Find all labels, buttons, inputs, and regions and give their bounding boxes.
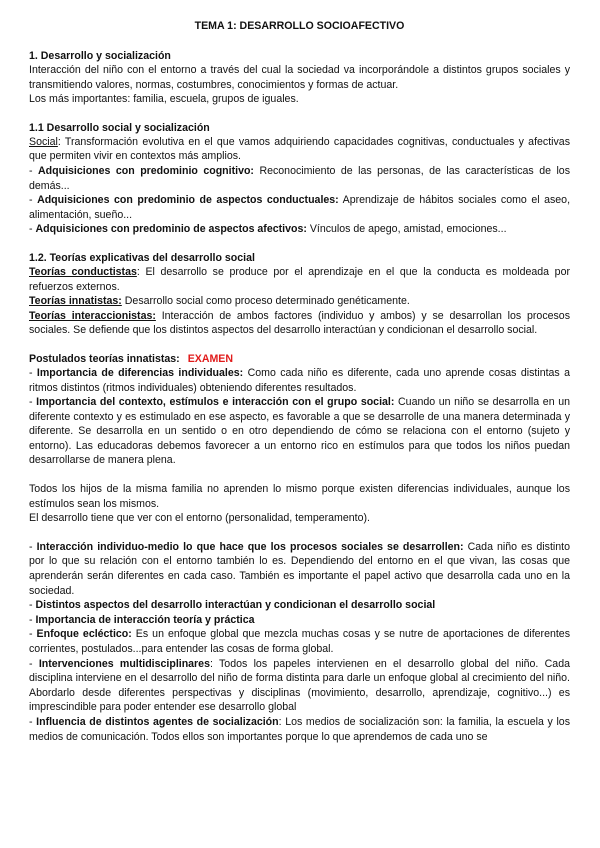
- list-item: - Intervenciones multidisciplinares: Todos los papeles intervienen en el desarrollo global del niño. Cada disciplina interviene en el desarrollo del niño de forma distinta para darle un enfoque global al crecimiento del niño. Abordarlo desde diferentes perspectivas y disciplinas (movimiento, desarrollo, aprendizaje, cognitivo...) es imprescindible para poder entender ese desarrollo global: [29, 657, 570, 714]
- list-item: - Importancia de diferencias individuales: Como cada niño es diferente, cada uno aprende cosas distintas a ritmos distintos (ritmos individuales) obteniendo diferentes resultados.: [29, 366, 570, 394]
- list-item: - Importancia de interacción teoría y práctica: [29, 613, 255, 626]
- list-item-text: Es un enfoque global que mezcla muchas cosas y se nutre de aportaciones de diferentes corrientes, postulados...para entender las cosas de forma global.: [29, 628, 570, 655]
- list-item-text: Aprendizaje de hábitos sociales como el aseo, alimentación, sueño...: [29, 194, 571, 221]
- list-item: - Adquisiciones con predominio de aspectos afectivos: Vínculos de apego, amistad, emociones...: [29, 223, 507, 236]
- list-item: - Adquisiciones con predominio cognitivo: Reconocimiento de las personas, de las características de los demás...: [29, 164, 570, 192]
- section-1-paragraph: Interacción del niño con el entorno a través del cual la sociedad va incorporándole a distintos grupos sociales y transmitiendo valores, normas, costumbres, conocimientos y formas de actuar.: [29, 64, 570, 91]
- theory-term: Teorías innatistas:: [29, 295, 122, 308]
- section-1-paragraph-2: Los más importantes: familia, escuela, grupos de iguales.: [29, 93, 299, 106]
- list-item-text: Cuando un niño se desarrolla en un diferente contexto y es estimulado en ese aspecto, es favorable a que se desarrolle de una manera determinada y diferente. Se desarrolla en un sentido o en otro dependiendo de cómo se relaciona con el entorno (sujeto y entorno). Las educadoras debemos favorecer a un entorno rico en estímulos para que todos los niños puedan desarrollarse de manera plena.: [29, 396, 570, 467]
- theory-item: [29, 309, 570, 338]
- list-item-term: Intervenciones multidisciplinares: [38, 657, 210, 670]
- list-item: - Influencia de distintos agentes de socialización: Los medios de socialización son: la familia, la escuela y los medios de comunicación. Todos ellos son importantes porque lo que aprendemos de cada uno se: [29, 715, 570, 743]
- list-item-term: Distintos aspectos del desarrollo interactúan y condicionan el desarrollo social: [35, 599, 436, 612]
- list-item-text: Como cada niño es diferente, cada uno aprende cosas distintas a ritmos distintos (ritmos individuales) obteniendo diferentes resultados.: [29, 366, 570, 394]
- spacer: [29, 338, 570, 352]
- paragraph: El desarrollo tiene que ver con el entorno (personalidad, temperamento).: [29, 512, 370, 525]
- list-item-term: Importancia de diferencias individuales:: [36, 366, 244, 379]
- list-item-text: : Todos los papeles intervienen en el desarrollo global del niño. Cada disciplina interviene en el desarrollo del niño de forma distinta para darle un enfoque global al crecimiento del niño. Abordarlo desde diferentes perspectivas y disciplinas (movimiento, desarrollo, aprendizaje, cognitivo...) es imprescindible para poder entender ese desarrollo global: [29, 657, 570, 714]
- list-item-term: Influencia de distintos agentes de socialización: [36, 715, 279, 728]
- theory-term: Teorías interaccionistas:: [29, 309, 156, 322]
- list-item-text: Reconocimiento de las personas, de las características de los demás...: [29, 164, 570, 192]
- theory-item: [29, 294, 570, 309]
- social-definition: [29, 135, 570, 164]
- list-item-term: Adquisiciones con predominio de aspectos afectivos:: [35, 223, 307, 236]
- theory-text: Desarrollo social como proceso determinado genéticamente.: [121, 295, 410, 308]
- section-1-heading: 1. Desarrollo y socialización: [29, 50, 171, 62]
- list-item-term: Importancia de interacción teoría y práctica: [35, 613, 255, 626]
- theory-term: Teorías conductistas: [29, 265, 137, 278]
- section-1-1-heading: 1.1 Desarrollo social y socialización: [29, 121, 210, 134]
- list-item: - Interacción individuo-medio lo que hace que los procesos sociales se desarrollen: Cada niño es distinto por lo que su relación con el entorno también lo es. Dependiendo del entorno en el que vivan, las cosas que aprenderán serán diferentes en cada caso. También es importante el papel activo que desarrolla cada uno en la sociedad.: [29, 540, 570, 597]
- postulados-heading: Postulados teorías innatistas: EXAMEN: [29, 352, 234, 365]
- list-item-term: Adquisiciones con predominio de aspectos conductuales:: [37, 194, 339, 207]
- list-item: - Adquisiciones con predominio de aspectos conductuales: Aprendizaje de hábitos sociales como el aseo, alimentación, sueño...: [29, 194, 571, 221]
- section-1-2-heading: 1.2. Teorías explicativas del desarrollo social: [29, 251, 255, 264]
- list-item: - Importancia del contexto, estímulos e interacción con el grupo social: Cuando un niño se desarrolla en un diferente contexto y es estimulado en ese aspecto, es favorable a que se desarrolle de una manera determinada y diferente. Se desarrolla en un sentido o en otro dependiendo de cómo se relaciona con el entorno (sujeto y entorno). Las educadoras debemos favorecer a un entorno rico en estímulos para que todos los niños puedan desarrollarse de manera plena.: [29, 396, 570, 467]
- list-item-term: Interacción individuo-medio lo que hace que los procesos sociales se desarrollen:: [36, 540, 464, 553]
- list-item: - Enfoque ecléctico: Es un enfoque global que mezcla muchas cosas y se nutre de aportaciones de diferentes corrientes, postulados...para entender las cosas de forma global.: [29, 628, 570, 655]
- theory-text: : El desarrollo se produce por el aprendizaje en el que la conducta es moldeada por refuerzos externos.: [29, 265, 570, 293]
- paragraph: Todos los hijos de la misma familia no aprenden lo mismo porque existen diferencias individuales, aunque los estímulos sean los mismos.: [29, 483, 570, 510]
- list-item-term: Enfoque ecléctico:: [36, 628, 132, 641]
- list-item-term: Adquisiciones con predominio cognitivo:: [38, 164, 254, 177]
- spacer: [29, 526, 570, 540]
- exam-badge: EXAMEN: [187, 352, 234, 365]
- spacer: [29, 468, 570, 482]
- social-text: : Transformación evolutiva en el que vamos adquiriendo capacidades cognitivas, conductuales y afectivas que permiten vivir en contextos más amplios.: [29, 135, 570, 163]
- list-item-text: Cada niño es distinto por lo que su relación con el entorno también lo es. Dependiendo del entorno en el que vivan, las cosas que aprenderán serán diferentes en cada caso. También es importante el papel activo que desarrolla cada uno en la sociedad.: [29, 540, 570, 597]
- list-item: - Distintos aspectos del desarrollo interactúan y condicionan el desarrollo social: [29, 599, 436, 612]
- document-page: [29, 20, 570, 744]
- theory-text: Interacción de ambos factores (individuo y ambos) y se desarrollan los procesos sociales. Se defiende que los distintos aspectos del desarrollo interactúan y condicionan el desarrollo social.: [29, 309, 570, 337]
- social-term: Social: [29, 135, 58, 148]
- spacer: [29, 237, 570, 251]
- list-item-text: Vínculos de apego, amistad, emociones...: [306, 223, 507, 236]
- list-item-term: Importancia del contexto, estímulos e interacción con el grupo social:: [36, 396, 395, 409]
- list-item-text: : Los medios de socialización son: la familia, la escuela y los medios de comunicación. Todos ellos son importantes porque lo que aprendemos de cada uno se: [29, 715, 570, 743]
- document-title: TEMA 1: DESARROLLO SOCIOAFECTIVO: [194, 20, 405, 32]
- spacer: [29, 107, 570, 121]
- theory-item: [29, 265, 570, 294]
